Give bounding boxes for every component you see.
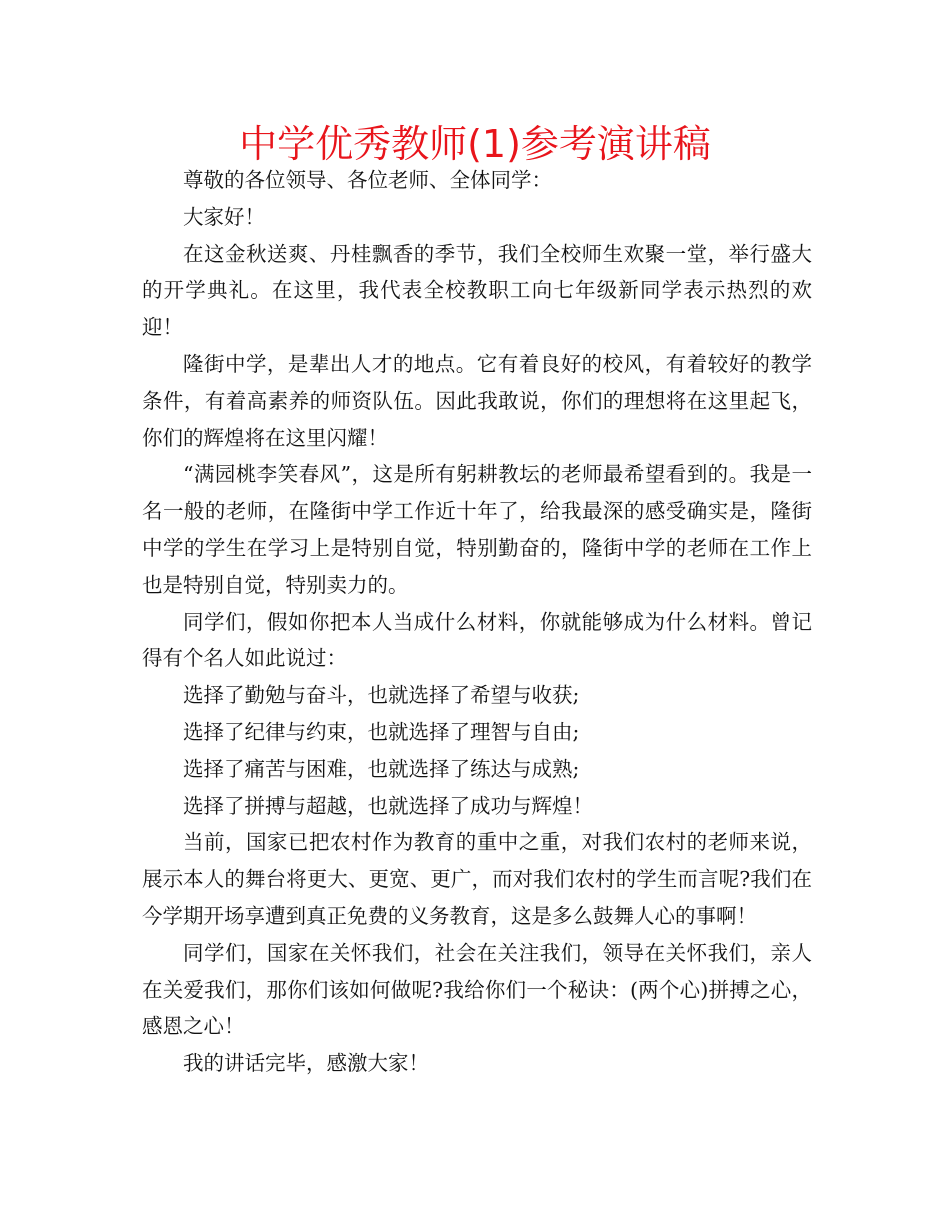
- paragraph: “满园桃李笑春风”，这是所有躬耕教坛的老师最希望看到的。我是一名一般的老师，在隆街中学工作近十年了，给我最深的感受确实是，隆街中学的学生在学习上是特别自觉，特别勤奋的，隆街中学的老师在工作上也是特别自觉，特别卖力的。: [142, 462, 812, 597]
- paragraph-salutation: 尊敬的各位领导、各位老师、全体同学：: [183, 168, 552, 192]
- paragraph-greeting: 大家好！: [183, 204, 265, 229]
- paragraph: 当前，国家已把农村作为教育的重中之重，对我们农村的老师来说，展示本人的舞台将更大、更宽、更广，而对我们农村的学生而言呢?我们在今学期开场享遭到真正免费的义务教育，这是多么鼓舞人心的事啊！: [142, 830, 812, 928]
- paragraph: 同学们，国家在关怀我们，社会在关注我们，领导在关怀我们，亲人在关爱我们，那你们该如何做呢?我给你们一个秘诀：(两个心)拼搏之心，感恩之心！: [142, 940, 812, 1039]
- document-title: 中学优秀教师(1)参考演讲稿: [239, 122, 711, 166]
- paragraph: 隆街中学，是辈出人才的地点。它有着良好的校风，有着较好的教学条件，有着高素养的师资队伍。因此我敢说，你们的理想将在这里起飞，你们的辉煌将在这里闪耀！: [142, 351, 812, 450]
- paragraph: 同学们，假如你把本人当成什么材料，你就能够成为什么材料。曾记得有个名人如此说过：: [142, 609, 812, 671]
- quote-line: 选择了痛苦与困难，也就选择了练达与成熟;: [183, 756, 580, 781]
- paragraph: 在这金秋送爽、丹桂飘香的季节，我们全校师生欢聚一堂，举行盛大的开学典礼。在这里，我代表全校教职工向七年级新同学表示热烈的欢迎！: [142, 241, 812, 340]
- document-body: [142, 162, 812, 1082]
- quote-line: 选择了拼搏与超越，也就选择了成功与辉煌！: [183, 793, 593, 818]
- quote-line: 选择了纪律与约束，也就选择了理智与自由;: [183, 719, 580, 744]
- paragraph-closing: 我的讲话完毕，感激大家！: [183, 1051, 429, 1076]
- quote-line: 选择了勤勉与奋斗，也就选择了希望与收获;: [183, 683, 580, 708]
